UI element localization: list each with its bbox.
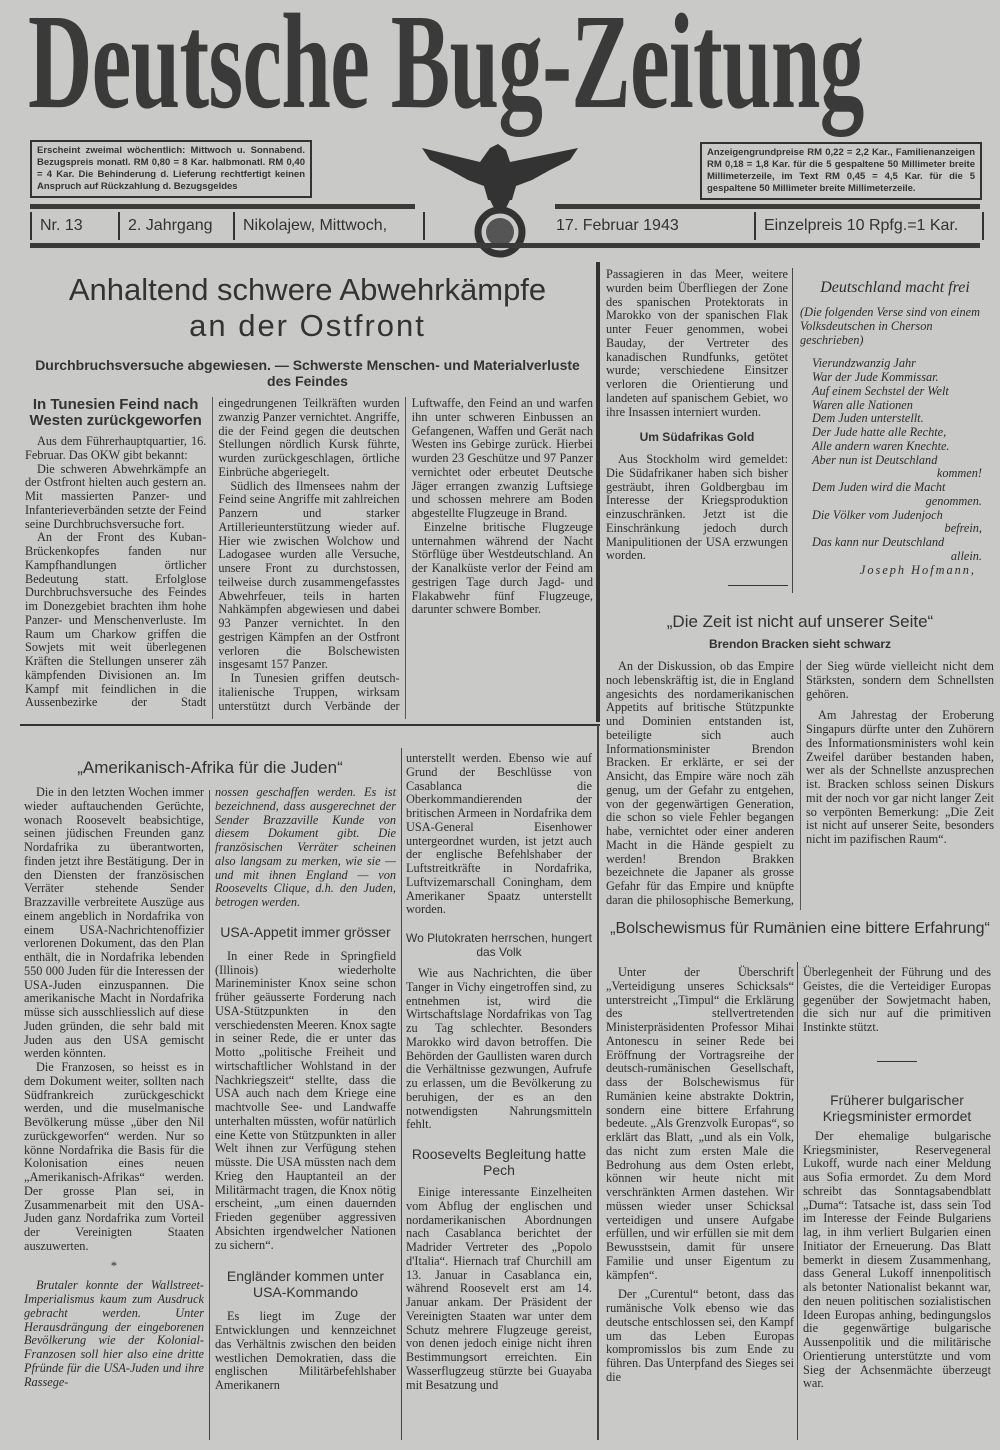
poem-line: Dem Juden wird die Macht	[812, 480, 946, 494]
paragraph: Brutaler konnte der Wallstreet-Imperialismus kaum zum Ausdruck gebracht werden. Unter Herausdrängung der eingeborenen Bevölkerung wie der Kolonial-Franzosen soll hier also eine dritte Pfründe für die USA-Juden und ihre Rassege-	[24, 1278, 204, 1389]
eagle-emblem-icon	[420, 140, 580, 260]
paragraph: Die in den letzten Wochen immer wieder auftauchenden Gerüchte, wonach Roosevelt beabsichtige, seinen jüdischen Freunden ganz Nordafrika zu überantworten, finden jetzt ihre Bestätigung. Der in den Diensten der französischen Verräter stehende Sender Brazzaville verbreitete Auszüge aus einem angeblich in Nordafrika von einem USA-Nachrichtenoffizier verlorenen Dokument, das den Plan enthält, die in Nordafrika lebenden 550 000 Juden für die Interessen der USA-Juden einzuspannen. Die amerikanische Macht in Nordafrika müsse sich ausschliesslich auf diese Juden gründen, die sehr bald mit Juden aus den USA gemischt werden könnten.	[24, 785, 204, 1061]
appetit-headline: USA-Appetit immer grösser	[220, 923, 391, 940]
lead-headline-line-2: an der Ostfront	[189, 308, 426, 343]
lead-article-body	[25, 397, 593, 719]
lead-subhead: Durchbruchsversuche abgewiesen. — Schwerste Menschen- und Materialverluste des Feindes	[35, 357, 580, 389]
column-rule	[597, 725, 599, 1440]
afrika-column-1	[24, 786, 204, 1389]
paragraph: Einzelne britische Flugzeuge unternahmen während der Nacht Störflüge über Westdeutschland. An der Kanalküste verlor der Feind am gestrigen Tage durch Jagd- und Flakabwehr fünf Flugzeuge, darunter schwere Bomber.	[411, 519, 593, 617]
paragraph: Es liegt im Zuge der Entwicklungen und kennzeichnet das Verhältnis zwischen den beiden westlichen Demokratien, dass die englischen Militärbefehlshaber Amerikanern	[215, 1309, 396, 1392]
poem-line: Aber nun ist Deutschland	[812, 452, 938, 467]
issue-number: Nr. 13	[30, 212, 120, 240]
gold-headline: Um Südafrikas Gold	[639, 430, 755, 445]
continuation-column	[606, 268, 788, 586]
column-rule	[596, 262, 600, 722]
poem-line: Auf einem Sechstel der Welt	[812, 383, 949, 398]
poem-line: kommen!	[936, 466, 982, 481]
afrika-column-3	[406, 752, 592, 1392]
divider	[877, 1061, 917, 1062]
kommando-headline: Engländer kommen unter USA-Kommando	[226, 1268, 385, 1301]
zeit-headline: „Die Zeit ist nicht auf unserer Seite“	[666, 612, 934, 631]
paragraph: Unter der Überschrift „Verteidigung unseres Schicksals“ unterstreicht „Timpul“ die Erklärung des stellvertretenden Ministerpräsidenten Professor Mihai Antonescu in seiner Rede bei Eröffnung der Vortragsreihe der deutsch-rumänischen Gesellschaft, dass der Bolschewismus für Rumänien keine abstrakte Doktrin, sondern eine bittere Erfahrung bedeute. „Als Grenzvolk Europas“, so erklärt das Blatt, „und als ein Volk, das nicht zum ersten Male die Bedrohung aus dem Osten erlebt, können wir heute nicht mit verschränkten Armen dastehen. Wir müssen wieder unser Schicksal verteidigen und unsere Aufgabe erfüllen, und wir erfüllen sie mit dem Bewusstsein, damit für unsere Familie und unser Eigentum zu kämpfen“.	[606, 965, 794, 1282]
paragraph: Der ehemalige bulgarische Kriegsminister, Reservegeneral Lukoff, wurde nach einer Meldung aus Sofia ermordet. Zu dem Mord schreibt das Sonntagsabendblatt „Duma“: Tatsache ist, dass sein Tod im Interesse der Feinde Bulgariens lag, in ihm verliert Bulgarien einen Initiator der Erneuerung. Das Blatt bemerkt in diesem Zusammenhang, dass General Lukoff innenpolitisch als betonter Nationalist bekannt war, den neuen politischen sozialistischen Ideen Europas anhing, bedingungslos die gegenwärtige bulgarische Aussenpolitik und die militärische Orientierung unterstützte und vom Sieg der Achsenmächte überzeugt war.	[803, 1128, 991, 1391]
lead-headline	[20, 272, 595, 344]
lead-section-heading: In Tunesien Feind nach Westen zurückgeworfen	[29, 396, 202, 429]
subscription-info-box: Erscheint zweimal wöchentlich: Mittwoch u. Sonnabend. Bezugspreis monatl. RM 0,80 = 8 Kar. halbmonatl. RM 0,40 = 4 Kar. Die Behinderung d. Lieferung rechtfertigt keinen Anspruch auf Rückzahlung d. Bezugsgeldes	[30, 140, 312, 198]
poem-line: Der Jude hatte alle Rechte,	[812, 425, 947, 439]
plutokraten-headline: Wo Plutokraten herrschen, hungert das Volk	[406, 931, 592, 959]
issue-date: 17. Februar 1943	[556, 217, 679, 234]
place-and-weekday: Nikolajew, Mittwoch,	[233, 212, 425, 240]
zeit-subhead: Brendon Bracken sieht schwarz	[708, 637, 892, 651]
paragraph: An der Diskussion, ob das Empire noch lebenskräftig ist, die in England angesichts des nordamerikanischen Appetits auf britische Stützpunkte und Dominien entstanden ist, beteiligte sich auch Informationsminister Brendon Bracken. Er erklärte, er sei der Ansicht, das Empire wäre noch zäh genug, um der Gefahr zu entgehen, von der gegenwärtigen Generation, die schon so viele Fehler begangen habe, vernichtet oder einer anderen Macht in die Hände gespielt zu werden! Brendon Brakken bezeichnete die Japaner als grosse Gefahr für das Empire und knüpfte daran die philosophische Bemerkung, der Sieg würde vielleicht nicht dem Stärksten, sondern dem Schnellsten gehören.	[606, 659, 994, 907]
paragraph: Einige interessante Einzelheiten vom Abflug der englischen und nordamerikanischen Abordnungen nach Casablanca berichtet der Madrider Vertreter des „Popolo d'Italia“. Hiernach traf Churchill am 13. Januar in Casablanca ein, während Roosevelt erst am 14. Januar ankam. Der Präsident der Vereinigten Staaten war unter dem Schutz mehrere Flugzeuge gereist, von denen jedoch einige nicht ihren Bestimmungsort erreichten. Ein Wasserflugzeug stürzte bei Guayaba mit Besatzung und	[406, 1185, 592, 1392]
afrika-column-2	[215, 786, 396, 1393]
divider	[20, 724, 600, 726]
poem-author: Joseph Hofmann,	[859, 562, 976, 577]
paragraph: In Tunesien griffen deutsch-italienische Truppen, wirksam unterstützt durch Verbände der Luftwaffe, den Feind an und warfen ihn unter schweren Einbussen an Gefangenen, Waffen und Gerät nach Westen ins Gebirge zurück. Hierbei wurden 23 Geschütze und 97 Panzer vernichtet oder erbeutet Deutsche Jäger errangen zwanzig Luftsiege und schossen mehrere am Boden abgestellte Flugzeuge in Brand.	[218, 396, 593, 713]
column-rule	[797, 962, 798, 1440]
paragraph: Der „Curentul“ betont, dass das rumänische Volk ebenso wie das deutsche entschlossen sei, den Kampf um das Leben Europas kompromisslos bis zum Ende zu führen. Das Unterpfand des Sieges sei die	[606, 1287, 794, 1384]
poem-line: Die Völker vom Judenjoch	[812, 507, 943, 522]
paragraph: unterstellt werden. Ebenso wie auf Grund der Beschlüsse von Casablanca die Oberkommandierenden der britischen Armeen in Nordafrika dem USA-General Eisenhower untergeordnet wurden, ist jetzt auch der englische Befehlshaber der Luftstreitkräfte in Nordafrika, Luftvizemarschall Coningham, dem Amerikaner Spaatz unterstellt worden.	[406, 751, 592, 917]
bulgarien-headline: Früherer bulgarischer Kriegsminister ermordet	[822, 1091, 972, 1124]
paragraph: Überlegenheit der Führung und des Geistes, die die Verteidiger Europas gegenüber der Sowjetmacht haben, die sich nur auf die primitiven Instinkte stützt.	[803, 965, 991, 1034]
poem	[800, 278, 990, 577]
zeit-article-body	[606, 660, 994, 910]
column-rule	[209, 790, 210, 1440]
paragraph: Aus dem Führerhauptquartier, 16. Februar. Das OKW gibt bekannt:	[25, 434, 207, 462]
rumaenien-column-1	[606, 966, 794, 1385]
separator-asterisk: *	[110, 1258, 118, 1273]
poem-line: Vierundzwanzig Jahr	[812, 356, 916, 371]
poem-line: befrein,	[944, 521, 982, 536]
rumaenien-headline: „Bolschewismus für Rumänien eine bittere Erfahrung“	[610, 920, 990, 937]
continuation-text: Passagieren in das Meer, weitere wurden beim Überfliegen der Zone des spanischen Protektorats in Marokko von der spanischen Flak unter Feuer genommen, wobei Bauday, der Vertreter des kanadischen Rundfunks, getötet wurde; verschiedene Einsitzer verloren die Orientierung und landeten auf spanischem Gebiet, wo ihre Insassen interniert wurden.	[606, 267, 788, 419]
paragraph: Die schweren Abwehrkämpfe an der Ostfront hielten auch gestern an. Mit massierten Panzer- und Infanterieverbänden setzte der Feind seine Durchbruchsversuche fort.	[25, 461, 207, 531]
column-rule	[792, 268, 793, 593]
paragraph: nossen geschaffen werden. Es ist bezeichnend, dass ausgerechnet der Sender Brazzaville Kunde von diesem Dokument gibt. Die französischen Verräter scheinen also langsam zu merken, wie sie — und mit ihnen England — von Roosevelts Clique, d.h. den Juden, betrogen werden.	[215, 785, 396, 909]
gold-text: Aus Stockholm wird gemeldet: Die Südafrikaner haben sich bisher gesträubt, ihren Goldbergbau im Interesse der Kriegsproduktion einzuschränken. Jetzt ist die Einschränkung jedoch durch Manipulitionen der USA erzwungen worden.	[606, 452, 788, 563]
paragraph: Am Jahrestag der Eroberung Singapurs dürfte unter den Zuhörern des Informationsministers wohl kein Zweifel darüber bestanden haben, wer als der Schnellste anzusprechen ist. Bracken schloss seinen Diskurs mit der noch vor gar nicht langer Zeit so verpönten Bemerkung: „Die Zeit ist nicht auf unserer Seite, besonders nicht im pazifischen Raum“.	[806, 708, 994, 846]
lead-headline-line-1: Anhaltend schwere Abwehrkämpfe	[68, 272, 547, 307]
column-rule	[401, 748, 402, 1440]
poem-line: genommen.	[925, 493, 982, 508]
poem-title: Deutschland macht frei	[820, 279, 970, 296]
paragraph: Die Franzosen, so heisst es in dem Dokument weiter, sollten nach Südfrankreich zurückgeschickt werden, und die muselmanische Bevölkerung müsse „über den Nil zurückgeworfen“ werden. Nur so könne Nordafrika die Basis für die Kolonisation eines neuen „Amerikanisch-Afrikas“ werden. Der grosse Plan sei, in Zusammenarbeit mit den USA-Juden ganz Nordafrika zum Vorteil der Vereinigten Staaten auszuwerten.	[24, 1060, 204, 1253]
paragraph: Wie aus Nachrichten, die über Tanger in Vichy eingetroffen sind, zu entnehmen ist, wird die Wirtschaftslage Nordafrikas von Tag zu Tag schlechter. Besonders Marokko wird davon betroffen. Die Behörden der Gaullisten waren durch die Verhältnisse gezwungen, Aufrufe zu erlassen, um die Bevölkerung zu beruhigen, der es an den notwendigsten Nahrungsmitteln fehlt.	[406, 966, 592, 1132]
poem-line: War der Jude Kommissar.	[812, 370, 939, 384]
advertising-rates-box: Anzeigengrundpreise RM 0,22 = 2,2 Kar., Familienanzeigen RM 0,18 = 1,8 Kar. für die 5 gespaltene 50 Millimeter breite Millimeterzeile, im Text RM 0,45 = 4,5 Kar. für die 5 gespaltene 50 Millimeter breite Millimeterzeile.	[700, 142, 982, 200]
divider	[728, 585, 788, 586]
poem-line: Waren alle Nationen	[812, 397, 913, 412]
rumaenien-column-2	[803, 966, 991, 1391]
newspaper-title: Deutsche Bug-Zeitung	[28, 0, 864, 137]
poem-line: Das kann nur Deutschland	[812, 535, 945, 549]
paragraph: Südlich des Ilmensees nahm der Feind seine Angriffe mit zahlreichen Panzern und starker Artillerieunterstützung wieder auf. Hier wie zwischen Wolchow und Ladogasee wurden alle Versuche, unsere Front zu durchstossen, teilweise durch zusammengefasstes Abwehrfeuer, teils in harten Nahkämpfen abgewiesen und dabei 93 Panzer vernichtet. In den gestrigen Kämpfen an der Ostfront verloren die Bolschewisten insgesamt 157 Panzer.	[218, 478, 400, 672]
volume-year: 2. Jahrgang	[118, 212, 233, 240]
afrika-headline: „Amerikanisch-Afrika für die Juden“	[77, 758, 343, 777]
poem-intro: (Die folgenden Verse sind von einem Volksdeutschen in Cherson geschrieben)	[800, 305, 980, 347]
paragraph: An der Front des Kuban-Brückenkopfes fanden nur Kampfhandlungen örtlicher Bedeutung statt. Erfolglose Durchbruchsversuche des Feindes im Donezgebiet brachten ihm hohe Panzer- und Menschenverluste. Im Raum um Charkow griffen die Sowjets mit weit überlegenen Kräften die Stellungen unserer zäh kämpfenden Divisionen an. Im Kampf mit feindlichen in die Aussenbezirke der Stadt eingedrungenen Teilkräften wurden zwanzig Panzer vernichtet. Angriffe, die der Feind gegen die deutschen Stellungen nördlich Kursk führte, wurden zurückgeschlagen, örtliche Einbrüche abgeriegelt.	[25, 396, 400, 710]
pech-headline: Roosevelts Begleitung hatte Pech	[411, 1146, 587, 1178]
poem-line: allein.	[950, 548, 982, 563]
paragraph: In einer Rede in Springfield (Illinois) wiederholte Marineminister Knox seine schon früher geäusserte Forderung nach USA-Stützpunkten in den verschiedensten Meeren. Knox sagte in seiner Rede, die er unter das Motto „politische Freiheit und wirtschaftlicher Wohlstand in der Nachkriegszeit“ stellte, dass die USA auch nach dem Kriege eine machtvolle See- und Landwaffe unterhalten müssten, wofür natürlich eine Kette von Stützpunkten in aller Welt ihnen zur Verfügung stehen müsste. Die USA müssten nach dem Krieg den Hauptanteil an der Militärmacht tragen, die Knox nötig erscheint, „um einen dauernden Frieden gegenüber aggressiven Absichten irgendwelcher Nationen zu sichern“.	[215, 948, 396, 1252]
poem-line: Dem Juden unterstellt.	[812, 411, 924, 426]
poem-line: Alle andern waren Knechte.	[812, 438, 950, 453]
issue-price: Einzelpreis 10 Rpfg.=1 Kar.	[754, 212, 984, 240]
